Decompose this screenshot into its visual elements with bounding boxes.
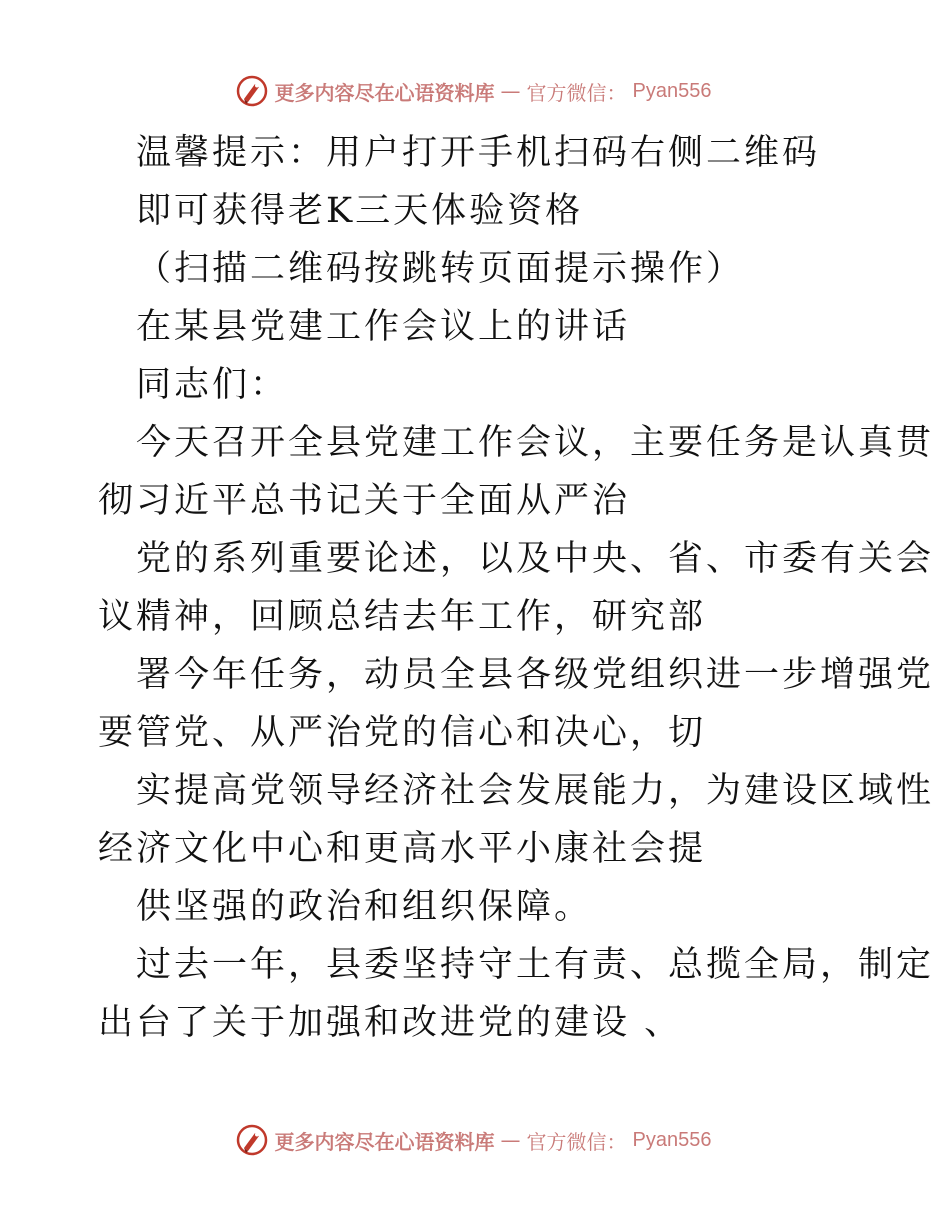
text-line: 温馨提示：用户打开手机扫码右侧二维码 (136, 133, 821, 173)
banner-wechat-id: Pyan556 (632, 1128, 712, 1151)
text-line: （扫描二维码按跳转页面提示操作） (136, 249, 745, 289)
footer-banner-inner (235, 1123, 712, 1157)
header-banner-inner (235, 74, 712, 108)
banner-wechat-label: 官方微信： (526, 80, 627, 105)
text-line: 出台了关于加强和改进党的建设 、 (98, 1003, 683, 1043)
banner-wechat-id: Pyan556 (632, 79, 712, 102)
text-line: 议精神，回顾总结去年工作，研究部 (98, 597, 707, 637)
banner-dash: — (500, 1128, 521, 1152)
pen-logo-icon (235, 74, 269, 108)
text-line: 经济文化中心和更高水平小康社会提 (98, 829, 707, 869)
text-line: 即可获得老K三天体验资格 (136, 191, 584, 231)
text-line: 要管党、从严治党的信心和决心，切 (98, 713, 707, 753)
footer-banner (0, 1120, 950, 1160)
banner-site-text: 更多内容尽在心语资料库 (274, 80, 495, 105)
text-line: 过去一年，县委坚持守土有责、总揽全局，制定 (136, 945, 935, 985)
text-line: 实提高党领导经济社会发展能力，为建设区域性 (136, 771, 935, 811)
banner-wechat-label: 官方微信： (526, 1129, 627, 1154)
header-banner (0, 71, 950, 111)
text-line: 在某县党建工作会议上的讲话 (136, 307, 631, 347)
banner-site-text: 更多内容尽在心语资料库 (274, 1129, 495, 1154)
text-line: 今天召开全县党建工作会议，主要任务是认真贯 (136, 423, 935, 463)
text-line: 党的系列重要论述，以及中央、省、市委有关会 (136, 539, 935, 579)
text-line: 彻习近平总书记关于全面从严治 (98, 481, 631, 521)
text-line: 同志们： (136, 365, 289, 405)
document-body (98, 124, 935, 1052)
pen-logo-icon (235, 1123, 269, 1157)
text-line: 供坚强的政治和组织保障。 (136, 887, 593, 927)
banner-dash: — (500, 79, 521, 103)
text-line: 署今年任务，动员全县各级党组织进一步增强党 (136, 655, 935, 695)
